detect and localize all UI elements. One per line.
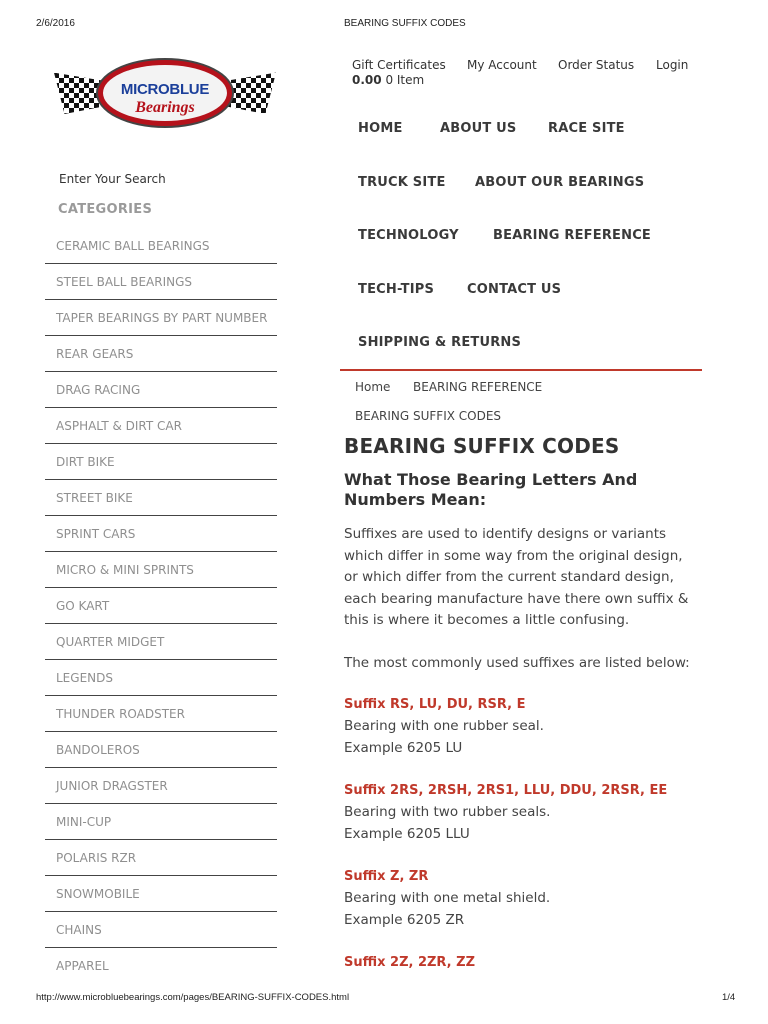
suffix-code: Suffix 2RS, 2RSH, 2RS1, LLU, DDU, 2RSR, EE (344, 783, 668, 798)
category-item[interactable]: THUNDER ROADSTER (45, 696, 277, 732)
print-footer (0, 992, 768, 1006)
category-item[interactable]: CHAINS (45, 912, 277, 948)
nav-technology[interactable]: TECHNOLOGY (358, 228, 459, 243)
category-item[interactable]: JUNIOR DRAGSTER (45, 768, 277, 804)
nav-tech-tips[interactable]: TECH-TIPS (358, 282, 435, 297)
category-item[interactable]: STREET BIKE (45, 480, 277, 516)
nav-shipping-returns[interactable]: SHIPPING & RETURNS (358, 335, 522, 350)
logo-text-secondary: Bearings (135, 99, 195, 116)
logo-emblem (98, 60, 232, 126)
page-subtitle: What Those Bearing Letters And Numbers Mean: (344, 470, 638, 509)
suffix-code: Suffix RS, LU, DU, RSR, E (344, 697, 526, 712)
category-item[interactable]: APPAREL (56, 959, 109, 973)
nav-about-us[interactable]: ABOUT US (440, 121, 517, 136)
intro-line: or which differ from the current standard design, (344, 569, 674, 585)
category-item[interactable]: QUARTER MIDGET (45, 624, 277, 660)
breadcrumb-current: BEARING SUFFIX CODES (355, 409, 502, 423)
intro-line: Suffixes are used to identify designs or variants (344, 526, 667, 542)
category-item[interactable]: DRAG RACING (45, 372, 277, 408)
intro-line: each bearing manufacture have there own suffix & (344, 590, 689, 607)
page-title: BEARING SUFFIX CODES (344, 434, 620, 458)
suffix-code: Suffix Z, ZR (344, 869, 429, 884)
nav-truck-site[interactable]: TRUCK SITE (358, 175, 446, 190)
category-item[interactable]: CERAMIC BALL BEARINGS (45, 228, 277, 264)
print-url: http://www.microbluebearings.com/pages/BEARING-SUFFIX-CODES.html (36, 992, 350, 1003)
suffix-description (344, 716, 544, 759)
search-input[interactable]: Enter Your Search (59, 172, 166, 186)
logo-text-primary: MICROBLUE (120, 81, 210, 98)
print-date: 2/6/2016 (36, 18, 75, 29)
suffix-description (344, 888, 550, 931)
category-item[interactable]: GO KART (45, 588, 277, 624)
cart-items: 0 Item (385, 73, 425, 87)
category-item[interactable]: BANDOLEROS (45, 732, 277, 768)
nav-divider (340, 369, 702, 371)
category-item[interactable]: TAPER BEARINGS BY PART NUMBER (45, 300, 277, 336)
suffix-description (344, 802, 550, 845)
list-intro: The most commonly used suffixes are listed below: (344, 655, 690, 671)
cart-total: 0.00 (352, 73, 382, 87)
category-item[interactable]: SNOWMOBILE (45, 876, 277, 912)
nav-bearing-reference[interactable]: BEARING REFERENCE (493, 228, 652, 243)
categories-heading: CATEGORIES (58, 202, 153, 217)
category-item[interactable]: LEGENDS (45, 660, 277, 696)
print-header (0, 18, 768, 32)
nav-contact-us[interactable]: CONTACT US (467, 282, 562, 297)
suffix-code: Suffix 2Z, 2ZR, ZZ (344, 955, 476, 970)
category-item[interactable]: DIRT BIKE (45, 444, 277, 480)
category-item[interactable]: POLARIS RZR (45, 840, 277, 876)
category-list (45, 228, 277, 984)
suffix-desc: Bearing with one rubber seal. (344, 718, 544, 734)
nav-race-site[interactable]: RACE SITE (548, 121, 625, 136)
category-item[interactable]: MICRO & MINI SPRINTS (45, 552, 277, 588)
suffix-example: Example 6205 ZR (344, 911, 465, 928)
site-logo[interactable] (52, 52, 278, 136)
category-item[interactable]: MINI-CUP (45, 804, 277, 840)
intro-paragraph (344, 524, 688, 632)
nav-home[interactable]: HOME (358, 121, 403, 136)
nav-about-our-bearings[interactable]: ABOUT OUR BEARINGS (475, 175, 645, 190)
suffix-example: Example 6205 LU (344, 739, 463, 756)
suffix-desc: Bearing with two rubber seals. (344, 804, 551, 820)
print-title: BEARING SUFFIX CODES (344, 18, 466, 29)
order-status-link[interactable]: Order Status (558, 58, 635, 72)
category-item[interactable]: ASPHALT & DIRT CAR (45, 408, 277, 444)
category-item[interactable]: SPRINT CARS (45, 516, 277, 552)
my-account-link[interactable]: My Account (467, 58, 537, 72)
category-item[interactable]: STEEL BALL BEARINGS (45, 264, 277, 300)
breadcrumb-home[interactable]: Home (355, 380, 391, 394)
category-item[interactable]: REAR GEARS (45, 336, 277, 372)
print-page-number: 1/4 (722, 992, 736, 1003)
login-link[interactable]: Login (656, 58, 689, 72)
intro-line: this is where it becomes a little confusing. (344, 612, 630, 628)
intro-line: which differ in some way from the original design, (344, 547, 683, 564)
gift-certificates-link[interactable]: Gift Certificates (352, 58, 446, 72)
cart-summary[interactable] (352, 73, 424, 87)
breadcrumb-section[interactable]: BEARING REFERENCE (413, 380, 543, 394)
suffix-example: Example 6205 LLU (344, 825, 470, 842)
suffix-desc: Bearing with one metal shield. (344, 890, 551, 906)
